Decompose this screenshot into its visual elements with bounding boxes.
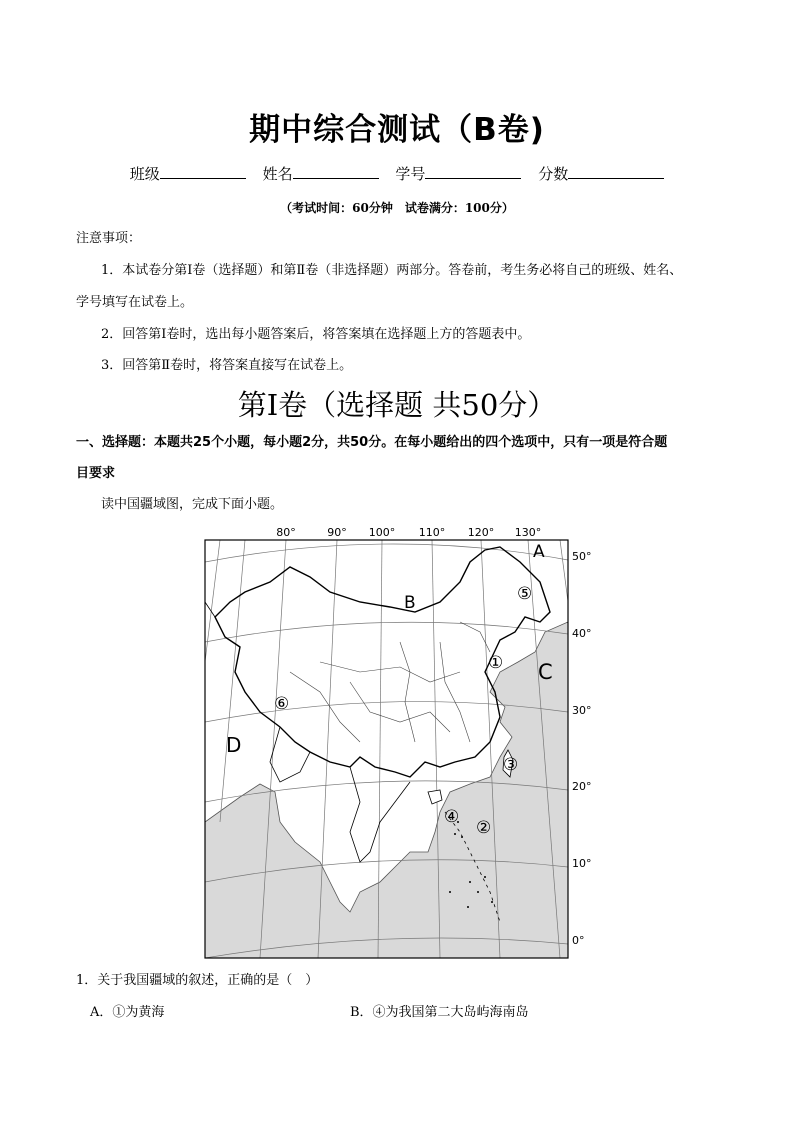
question-header-line2: 目要求 [76, 466, 116, 481]
note-item-1: 1．本试卷分第Ⅰ卷（选择题）和第Ⅱ卷（非选择题）两部分。答卷前，考生务必将自己的班级、姓名、 [101, 263, 683, 278]
map-marker-1: ① [488, 653, 504, 673]
page-title: 期中综合测试（B卷) [249, 112, 545, 148]
lat-label-20: 20° [572, 780, 592, 793]
name-field[interactable] [263, 165, 379, 183]
exam-meta: （考试时间：60分钟 试卷满分：100分） [280, 201, 514, 215]
map-marker-6: ⑥ [274, 694, 290, 714]
china-territory-map [200, 522, 600, 962]
lat-label-0: 0° [572, 934, 585, 947]
map-marker-4: ④ [444, 807, 460, 827]
map-letter-c: C [538, 660, 553, 684]
student-id-blank[interactable] [425, 165, 521, 179]
section-title: 第Ⅰ卷（选择题 共50分） [237, 388, 557, 422]
name-blank[interactable] [293, 165, 379, 179]
name-label: 姓名 [262, 165, 293, 183]
student-id-label: 学号 [395, 165, 426, 183]
map-letter-a: A [533, 542, 545, 562]
question-1-option-b[interactable]: B．④为我国第二大岛屿海南岛 [350, 1005, 529, 1020]
lon-label-110: 110° [418, 526, 446, 539]
lat-label-40: 40° [572, 627, 592, 640]
class-label: 班级 [129, 165, 160, 183]
notes-heading: 注意事项： [76, 231, 142, 246]
note-item-3: 3．回答第Ⅱ卷时，将答案直接写在试卷上。 [101, 358, 353, 373]
score-blank[interactable] [568, 165, 664, 179]
map-marker-2: ② [476, 818, 492, 838]
map-marker-3: ③ [503, 755, 519, 775]
lon-label-120: 120° [467, 526, 495, 539]
note-item-1-cont: 学号填写在试卷上。 [76, 295, 194, 310]
student-id-field[interactable] [395, 165, 521, 183]
student-info-row [0, 163, 794, 184]
question-header-line1: 一、选择题：本题共25个小题，每小题2分，共50分。在每小题给出的四个选项中，只有一项是符合题 [76, 435, 668, 450]
lon-label-100: 100° [368, 526, 396, 539]
lon-label-130: 130° [514, 526, 542, 539]
score-field[interactable] [538, 165, 664, 183]
lat-label-10: 10° [572, 857, 592, 870]
class-field[interactable] [130, 165, 246, 183]
question-1-option-a[interactable]: A．①为黄海 [90, 1005, 165, 1020]
map-marker-5: ⑤ [517, 584, 533, 604]
score-label: 分数 [538, 165, 569, 183]
map-letter-b: B [404, 593, 416, 613]
lat-label-50: 50° [572, 550, 592, 563]
class-blank[interactable] [160, 165, 246, 179]
lat-label-30: 30° [572, 704, 592, 717]
note-item-2: 2．回答第Ⅰ卷时，选出每小题答案后，将答案填在选择题上方的答题表中。 [101, 327, 531, 342]
question-1-stem: 1．关于我国疆域的叙述，正确的是（ ） [76, 973, 319, 988]
read-prompt: 读中国疆域图，完成下面小题。 [101, 497, 284, 512]
map-letter-d: D [226, 733, 242, 757]
lon-label-80: 80° [276, 526, 296, 539]
lon-label-90: 90° [327, 526, 347, 539]
